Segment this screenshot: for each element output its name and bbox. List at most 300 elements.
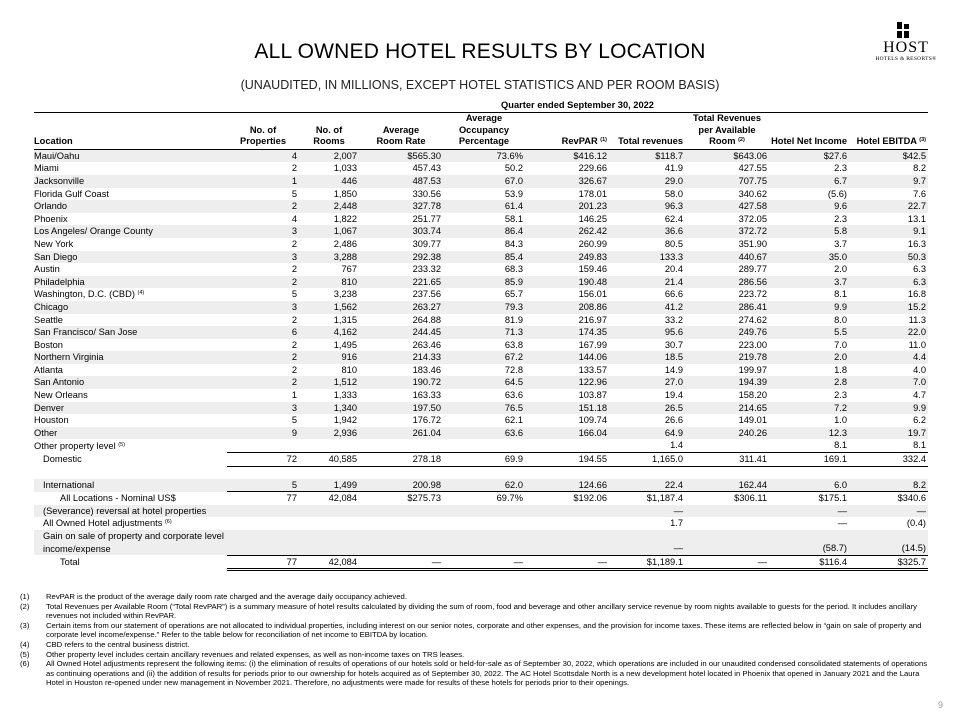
cell-props: 2 [291,163,297,174]
international-row: International 5 1,499 200.98 62.0 124.66 22.4 162.44 6.0 8.2 [34,479,928,492]
footnotes [20,592,928,688]
cell-rate: 487.53 [359,175,443,188]
cell-rooms: 3,238 [333,289,357,300]
cell-rooms: 446 [299,175,359,188]
row-location: Seattle [34,314,63,325]
table-row [34,225,928,238]
cell-rev: 1.4 [670,440,683,451]
cell-occ: 62.1 [504,415,523,426]
header-net-income: Hotel Net Income [769,113,849,150]
cell-rooms: 1,067 [299,225,359,238]
cell-occ: 58.1 [504,213,523,224]
cell-trevpar [685,439,769,452]
cell-revpar: 156.01 [578,289,607,300]
cell-trevpar: 158.20 [738,390,767,401]
row-location: Gain on sale of property and corporate level income/expense [34,530,227,555]
row-location: Florida Gulf Coast [34,188,109,199]
row-location: San Diego [34,251,227,264]
cell-rev: 58.0 [664,188,683,199]
cell-revpar: 201.23 [525,200,609,213]
table-row [34,326,928,339]
footnote [20,602,928,621]
cell-props: 5 [291,415,297,426]
cell-ni: 12.3 [769,427,849,440]
cell-ebitda: 8.2 [913,163,927,174]
cell-trevpar: 249.76 [685,326,769,339]
cell-props: 4 [291,213,297,224]
cell-rate: 233.32 [412,264,441,275]
cell-rev: 26.6 [664,415,683,426]
cell-ni: 8.1 [834,440,847,451]
cell-ebitda: 50.3 [849,251,928,264]
cell-ebitda: 7.0 [849,376,928,389]
cell-revpar: 174.35 [525,326,609,339]
cell-rooms: 1,315 [333,314,357,325]
cell-ni: 35.0 [769,251,849,264]
cell-rooms: 1,495 [333,339,357,350]
cell-props: 2 [291,238,297,249]
row-location: Denver [34,402,227,415]
cell-rev: 26.5 [609,402,685,415]
cell-ni: 8.1 [834,289,847,300]
cell-props: 1 [227,175,299,188]
cell-trevpar: $643.06 [685,149,769,162]
table-row [34,276,928,289]
footnote-text: All Owned Hotel adjustments represent the following items: (i) the elimination of results of operations of our hotels sold or held-for-sale as of September 30, 2022, which operations are included in our unaudited condensed consolidated statements of operations as continuing operations and (ii) the addition of results for periods prior to our ownership for hotels acquired as of September 30, 2022. The AC Hotel Scottsdale North is a new development hotel located in Phoenix that opened in January 2021 and the Laura Hotel in Houston re-opened under new management in November 2021. Therefore, no adjustments were made for results of these hotels for periods prior to their openings. [46,659,928,688]
cell-rev: 30.7 [664,339,683,350]
cell-props: 1 [291,390,297,401]
row-location: San Antonio [34,376,227,389]
footnote-mark: (2) [20,601,30,611]
cell-ebitda: 6.2 [913,415,927,426]
cell-occ: 73.6% [443,149,525,162]
row-location: Chicago [34,301,227,314]
cell-rate: 330.56 [412,188,441,199]
cell-props: 2 [227,200,299,213]
row-location: Total [60,557,80,568]
cell-rooms: 810 [299,276,359,289]
cell-rev: 64.9 [609,427,685,440]
header-total-revenues: Total revenues [609,113,685,150]
footnote-mark: (3) [20,620,30,630]
cell-rate: 263.46 [412,339,441,350]
cell-revpar: 216.97 [578,314,607,325]
cell-trevpar: 194.39 [685,376,769,389]
cell-occ: 63.6 [443,427,525,440]
cell-ni: 7.0 [834,339,847,350]
row-location: Northern Virginia [34,351,227,364]
cell-rate: 292.38 [359,251,443,264]
cell-ni: 2.8 [769,376,849,389]
cell-revpar: 103.87 [578,390,607,401]
cell-occ: 67.2 [443,351,525,364]
cell-rev: 14.9 [664,364,683,375]
page-number: 9 [938,700,944,710]
cell-props: 4 [227,149,299,162]
cell-rev: 62.4 [664,213,683,224]
cell-rev: 95.6 [609,326,685,339]
cell-occ: 68.3 [504,264,523,275]
cell-rev: 21.4 [609,276,685,289]
header-room-rate: Average Room Rate [359,113,443,150]
cell-rev: 41.9 [664,163,683,174]
cell-rate: 163.33 [412,390,441,401]
cell-rate: 261.04 [359,427,443,440]
cell-rate: 251.77 [412,213,441,224]
cell-trevpar: 427.55 [738,163,767,174]
results-table-container [34,96,928,571]
cell-rate: 197.50 [359,402,443,415]
cell-ni: 5.5 [769,326,849,339]
cell-trevpar: 214.65 [685,402,769,415]
cell-revpar: 151.18 [525,402,609,415]
row-location: Jacksonville [34,175,227,188]
table-row [34,213,928,226]
cell-trevpar: 440.67 [685,251,769,264]
footnote [20,592,928,602]
row-location: Phoenix [34,213,68,224]
cell-rooms: 1,942 [333,415,357,426]
cell-ni: 6.7 [769,175,849,188]
cell-revpar: 122.96 [525,376,609,389]
cell-rev: 33.2 [664,314,683,325]
header-ebitda: Hotel EBITDA $^{(3)}$ [849,113,928,150]
cell-trevpar: 372.72 [685,225,769,238]
cell-revpar: 159.46 [578,264,607,275]
logo-name: HOST [883,39,929,56]
table-row [34,175,928,188]
footnote [20,621,928,640]
cell-occ: 84.3 [504,238,523,249]
cell-revpar: 166.04 [525,427,609,440]
cell-occ: 76.5 [443,402,525,415]
table-row [34,389,928,402]
cell-revpar: 190.48 [525,276,609,289]
cell-ebitda: 16.3 [907,238,927,249]
cell-trevpar: 223.00 [738,339,767,350]
cell-props: 9 [227,427,299,440]
cell-props: 5 [291,188,297,199]
footnote-mark: (5) [20,649,30,659]
footnote-text: Total Revenues per Available Room (“Total RevPAR”) is a summary measure of hotel results calculated by dividing the sum of room, food and beverage and other ancillary service revenue by room nights available to guests for the period. It includes ancillary revenues not included within RevPAR. [46,601,917,621]
cell-rev: 29.0 [609,175,685,188]
row-location: All Owned Hotel adjustments $^{(6)}$ [43,518,172,529]
cell-props: 2 [291,364,297,375]
cell-rate: 327.78 [359,200,443,213]
cell-occ: 67.0 [443,175,525,188]
cell-rooms: 810 [341,364,357,375]
cell-rate: 221.65 [359,276,443,289]
severance-row: (Severance) reversal at hotel properties — — — [34,505,928,518]
cell-trevpar: 199.97 [738,364,767,375]
cell-ni: $27.6 [769,149,849,162]
cell-ni: 5.8 [769,225,849,238]
cell-rate: 264.88 [412,314,441,325]
cell-occ: 63.6 [504,390,523,401]
cell-rate: 190.72 [359,376,443,389]
cell-ebitda: 9.7 [849,175,928,188]
table-row [34,200,928,213]
row-location: Boston [34,339,63,350]
header-revpar: RevPAR $^{(1)}$ [525,113,609,150]
cell-props: 2 [291,339,297,350]
cell-ebitda: 4.4 [849,351,928,364]
cell-props: 6 [227,326,299,339]
cell-occ: 50.2 [504,163,523,174]
cell-occ: 63.8 [504,339,523,350]
cell-revpar: 133.57 [578,364,607,375]
cell-ebitda: 4.7 [913,390,927,401]
cell-rev: 19.4 [664,390,683,401]
cell-props: 2 [227,276,299,289]
table-row [34,263,928,276]
cell-rooms: 1,850 [333,188,357,199]
cell-ni: 2.0 [834,264,847,275]
table-row [34,314,928,327]
cell-ebitda: 9.1 [849,225,928,238]
footnote-text: CBD refers to the central business district. [46,639,190,649]
header-occupancy: Average Occupancy Percentage [443,113,525,150]
table-row [34,351,928,364]
cell-ebitda: 6.3 [849,276,928,289]
cell-occ: 81.9 [504,314,523,325]
cell-ebitda: 22.0 [849,326,928,339]
cell-trevpar: 707.75 [685,175,769,188]
cell-rate: 244.45 [359,326,443,339]
footnote-mark: (4) [20,639,30,649]
cell-occ: 85.9 [443,276,525,289]
row-location: All Locations - Nominal US$ [60,492,176,503]
cell-revpar: 262.42 [525,225,609,238]
table-row [34,414,928,427]
cell-trevpar: 289.77 [738,264,767,275]
cell-revpar [525,439,609,452]
cell-rooms: 1,822 [333,213,357,224]
cell-trevpar: 149.01 [738,415,767,426]
cell-ni: 3.7 [769,276,849,289]
row-location: Other property level $^{(5)}$ [34,440,125,451]
cell-ni: 9.6 [769,200,849,213]
cell-rooms: 1,033 [333,163,357,174]
cell-ebitda: 22.7 [849,200,928,213]
cell-rooms: 2,007 [299,149,359,162]
cell-rooms: 2,936 [299,427,359,440]
cell-occ: 86.4 [443,225,525,238]
cell-props: 3 [227,301,299,314]
cell-rooms: 4,162 [299,326,359,339]
row-location: New York [34,238,74,249]
cell-ebitda: 16.8 [907,289,927,300]
cell-occ [443,439,525,452]
row-location: (Severance) reversal at hotel properties [34,505,227,518]
row-location: Orlando [34,200,227,213]
cell-trevpar: 219.78 [685,351,769,364]
cell-rate: 263.27 [359,301,443,314]
cell-ni: (5.6) [827,188,847,199]
table-row [34,439,928,452]
cell-ebitda: 13.1 [907,213,927,224]
cell-occ: 79.3 [443,301,525,314]
cell-rooms: 916 [299,351,359,364]
page-title: ALL OWNED HOTEL RESULTS BY LOCATION [254,40,706,63]
cell-props: 5 [291,289,297,300]
cell-rate: 176.72 [412,415,441,426]
cell-ebitda: $42.5 [849,149,928,162]
cell-ebitda: 7.6 [913,188,927,199]
cell-rev: 133.3 [609,251,685,264]
total-row: Total 77 42,084 — — — $1,189.1 — $116.4 $325.7 [34,555,928,570]
cell-trevpar: 372.05 [738,213,767,224]
footnote-text: Certain items from our statement of operations are not allocated to individual properties, including interest on our senior notes, corporate and other expenses, and the provision for income taxes. These items are reflected below in “gain on sale of property and corporate level income/expense.” Refer to the table below for reconciliation of net income to EBITDA by location. [46,620,922,640]
cell-props: 2 [291,264,297,275]
company-logo [866,22,946,62]
cell-trevpar: 286.41 [685,301,769,314]
cell-rev: 18.5 [609,351,685,364]
row-location: Philadelphia [34,276,227,289]
cell-revpar: 249.83 [525,251,609,264]
row-location: Austin [34,264,60,275]
cell-occ: 64.5 [443,376,525,389]
cell-rooms: 1,340 [299,402,359,415]
cell-ebitda: 15.2 [849,301,928,314]
gain-row: Gain on sale of property and corporate level income/expense — (58.7) (14.5) [34,530,928,555]
cell-occ: 65.7 [504,289,523,300]
cell-rooms: 3,288 [299,251,359,264]
period-band: Quarter ended September 30, 2022 [227,96,928,113]
cell-revpar: 178.01 [578,188,607,199]
domestic-row: Domestic 72 40,585 278.18 69.9 194.55 1,165.0 311.41 169.1 332.4 [34,453,928,467]
footnote-mark: (6) [20,659,30,669]
cell-props: 2 [291,314,297,325]
cell-rev: 41.2 [609,301,685,314]
row-location: Maui/Oahu [34,149,227,162]
row-location: Washington, D.C. (CBD) $^{(4)}$ [34,289,145,300]
cell-ebitda: 4.0 [913,364,927,375]
cell-revpar: 208.86 [525,301,609,314]
cell-props: 3 [227,251,299,264]
footnote-text: Other property level includes certain ancillary revenues and related expenses, as well as non-income taxes on TRS leases. [46,649,465,659]
cell-trevpar: 427.58 [685,200,769,213]
cell-ebitda: 11.3 [908,314,927,325]
page-subtitle: (UNAUDITED, IN MILLIONS, EXCEPT HOTEL STATISTICS AND PER ROOM BASIS) [240,78,720,92]
table-row [34,188,928,201]
cell-rate: 183.46 [412,364,441,375]
header-properties: No. of Properties [227,113,299,150]
table-row [34,238,928,251]
cell-revpar: 144.06 [525,351,609,364]
logo-tagline: HOTELS & RESORTS® [875,56,937,62]
cell-revpar: 260.99 [578,238,607,249]
cell-ni: 8.0 [834,314,847,325]
header-trevpar: Total Revenues per Available Room $^{(2)}$ [685,113,769,150]
footnote [20,659,928,688]
cell-rooms [299,439,359,452]
cell-trevpar: 286.56 [685,276,769,289]
table-row [34,288,928,301]
table-row [34,149,928,162]
cell-ebitda: 6.3 [913,264,927,275]
cell-rate: 214.33 [359,351,443,364]
cell-revpar: 167.99 [578,339,607,350]
cell-ni: 7.2 [769,402,849,415]
cell-revpar: $416.12 [525,149,609,162]
cell-ni: 1.8 [834,364,847,375]
cell-ni: 2.3 [834,163,847,174]
cell-props: 3 [227,225,299,238]
row-location: Houston [34,415,69,426]
results-table [34,96,928,571]
cell-revpar: 229.66 [578,163,607,174]
cell-trevpar: 223.72 [738,289,767,300]
row-location: Other [34,427,227,440]
cell-rev: 66.6 [664,289,683,300]
row-location: Miami [34,163,59,174]
cell-rooms: 1,333 [333,390,357,401]
cell-rev: 36.6 [609,225,685,238]
cell-rooms: 1,562 [299,301,359,314]
cell-trevpar: 351.90 [738,238,767,249]
footnote-text: RevPAR is the product of the average daily room rate charged and the average daily occupancy achieved. [46,592,407,601]
cell-rooms: 767 [341,264,357,275]
cell-occ: 72.8 [504,364,523,375]
cell-rate: 237.56 [412,289,441,300]
cell-revpar: 109.74 [578,415,607,426]
cell-rev: 96.3 [609,200,685,213]
cell-rooms: 1,512 [299,376,359,389]
cell-ni: 3.7 [834,238,847,249]
footnote [20,650,928,660]
table-row [34,301,928,314]
header-rooms: No. of Rooms [299,113,359,150]
table-row [34,339,928,352]
row-location: Atlanta [34,364,63,375]
footnote-mark: (1) [20,592,30,601]
cell-occ: 53.9 [504,188,523,199]
spacer-row [34,466,928,479]
table-row [34,162,928,175]
row-location: Los Angeles/ Orange County [34,225,227,238]
cell-rev: 80.5 [664,238,683,249]
cell-rev: 20.4 [664,264,683,275]
cell-ni: 1.0 [834,415,847,426]
cell-trevpar: 274.62 [738,314,767,325]
cell-ebitda: 11.0 [908,339,927,350]
cell-revpar: 146.25 [578,213,607,224]
cell-props: 3 [227,402,299,415]
row-location: New Orleans [34,390,88,401]
cell-ni: 2.3 [834,213,847,224]
cell-rate [359,439,443,452]
cell-rooms: 2,486 [333,238,357,249]
footnote [20,640,928,650]
cell-revpar: 326.67 [525,175,609,188]
adjustments-row: All Owned Hotel adjustments $^{(6)}$ 1.7 — (0.4) [34,517,928,530]
cell-props: 2 [227,376,299,389]
cell-occ: 61.4 [443,200,525,213]
row-location: Domestic [43,454,82,465]
cell-rate: 303.74 [359,225,443,238]
cell-rate: $565.30 [359,149,443,162]
cell-ni: 2.0 [769,351,849,364]
table-row [34,251,928,264]
all-locations-row: All Locations - Nominal US$ 77 42,084 $275.73 69.7% $192.06 $1,187.4 $306.11 $175.1 $340.6 [34,492,928,505]
cell-rev: 27.0 [609,376,685,389]
cell-ebitda: 8.1 [913,440,927,451]
row-location: International [34,479,227,492]
cell-occ: 71.3 [443,326,525,339]
cell-rooms: 2,448 [299,200,359,213]
table-row [34,376,928,389]
